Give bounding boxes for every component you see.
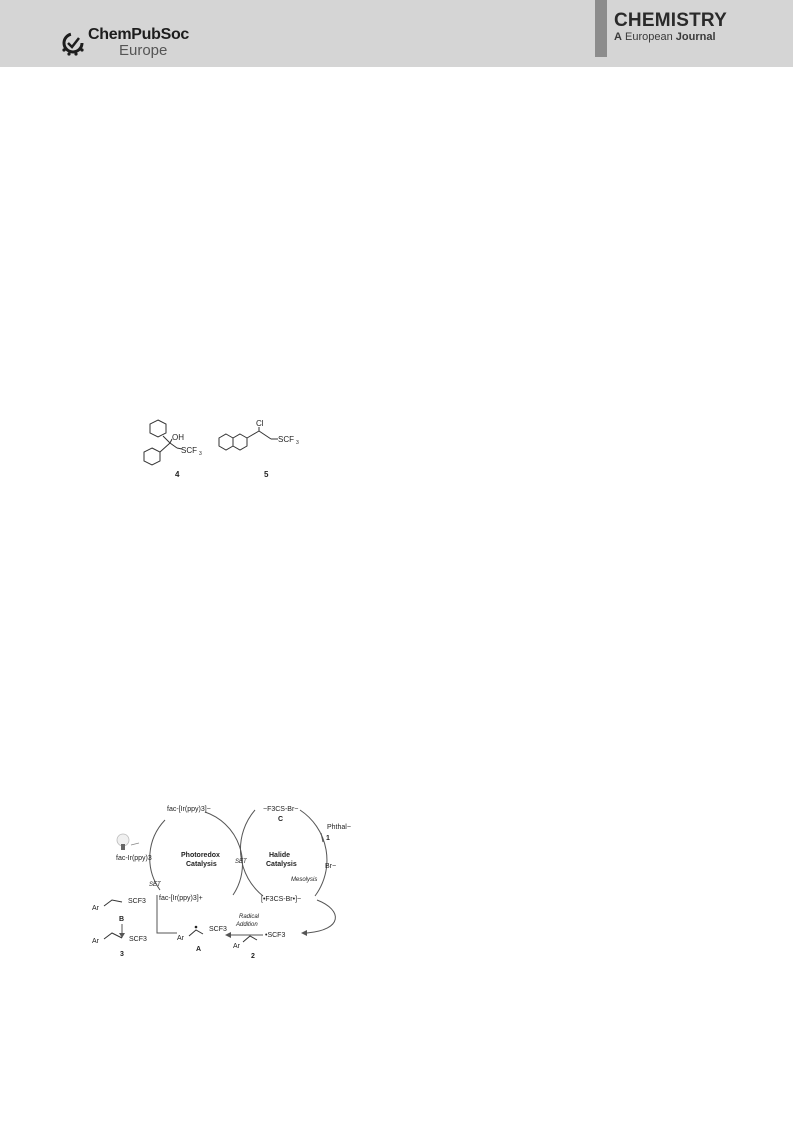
set-left-label: SET — [149, 882, 161, 888]
publisher-name: ChemPubSoc — [88, 26, 190, 43]
cl-label: Cl — [256, 419, 264, 428]
ir-top-label: fac-[Ir(ppy)3]− — [167, 806, 211, 813]
set-right-label: SET — [235, 859, 247, 865]
naphthalene-ring-a — [219, 434, 233, 450]
journal-subtitle — [614, 31, 727, 44]
halide-cycle-arc-right — [300, 810, 327, 896]
radical-dot-a — [195, 926, 198, 929]
photoredox-label: Photoredox — [181, 852, 220, 859]
phenyl-ring-bottom — [144, 448, 160, 465]
ir-left-label: fac-Ir(ppy)3 — [116, 855, 152, 862]
scf3-label-4: SCF — [181, 446, 197, 455]
bromide-label: Br− — [325, 863, 337, 870]
journal-accent-bar — [595, 0, 607, 57]
phthal-label: Phthal− — [327, 824, 351, 831]
product-3-label: 3 — [120, 951, 124, 958]
ir-bottom-label: fac-[Ir(ppy)3]+ — [159, 895, 203, 902]
compound-1-label: 1 — [326, 835, 330, 842]
publisher-logo — [61, 26, 191, 60]
compound-number-4: 4 — [175, 470, 180, 479]
compound-2-label: 2 — [251, 953, 255, 960]
c-label: C — [278, 816, 284, 823]
c-top-label: −F3CS-Br− — [263, 806, 299, 813]
ar-2-alkene-bond — [243, 936, 257, 942]
halide-catalysis-label: Catalysis — [266, 861, 297, 868]
halide-cycle-arc-left — [240, 810, 263, 896]
publisher-emblem-icon — [61, 30, 87, 56]
scf3-a-label: SCF3 — [209, 926, 227, 933]
journal-logo — [614, 11, 727, 44]
phenyl-ring-top — [150, 420, 166, 437]
scf3-b-label: SCF3 — [128, 898, 146, 905]
addition-label: Addition — [236, 922, 258, 928]
journal-last: Journal — [675, 31, 716, 43]
ar-b-chain-bond — [104, 900, 122, 906]
ar-b-label: Ar — [92, 905, 99, 912]
ar-a-chain-bond — [189, 930, 203, 936]
ar-a-label: Ar — [177, 935, 184, 942]
radical-anion-label: [•F3CS-Br•]− — [261, 896, 302, 903]
scf3-radical-label: •SCF3 — [265, 932, 286, 939]
mechanism-figure — [85, 800, 365, 970]
ar-2-label: Ar — [233, 943, 240, 950]
scf3-3-label: SCF3 — [129, 936, 147, 943]
naphthalene-ring-b — [233, 434, 247, 450]
halide-label: Halide — [269, 852, 291, 859]
radical-label: Radical — [239, 914, 260, 920]
journal-mid: European — [625, 31, 673, 43]
intermediate-a-label: A — [196, 946, 202, 953]
publisher-subtitle: Europe — [119, 42, 168, 59]
ar-3-alkene-bond — [104, 933, 122, 939]
photoredox-cycle-arc — [150, 820, 165, 890]
return-arrow — [307, 900, 335, 933]
mesolysis-label: Mesolysis — [291, 877, 318, 883]
scf3-label-5: SCF — [278, 435, 294, 444]
photoredox-catalysis-label: Catalysis — [186, 861, 217, 868]
compound-number-5: 5 — [264, 470, 269, 479]
oh-label: OH — [172, 433, 184, 442]
structures-figure — [135, 415, 335, 485]
page-header — [0, 0, 793, 67]
intermediate-b-label: B — [119, 916, 125, 923]
journal-title: CHEMISTRY — [614, 10, 727, 31]
light-bulb-icon — [117, 834, 139, 850]
scf3-subscript-5: 3 — [296, 440, 299, 446]
scf3-subscript-4: 3 — [199, 451, 202, 457]
ar-3-label: Ar — [92, 938, 99, 945]
journal-prefix: A — [614, 31, 622, 43]
